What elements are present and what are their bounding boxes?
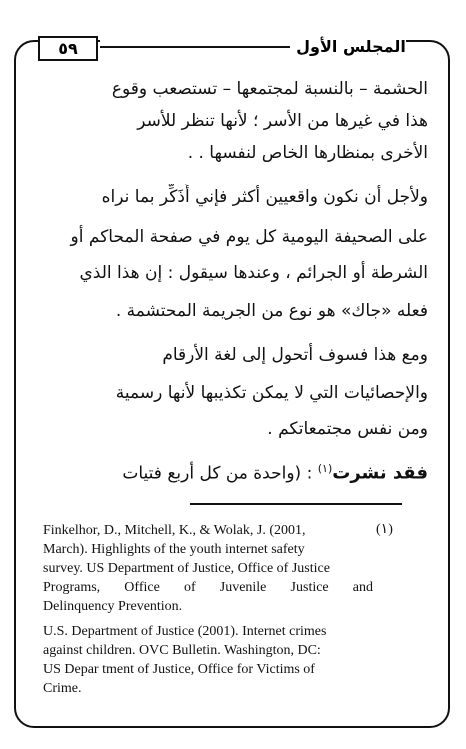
footnote-2-line-3: US Depar tment of Justice, Office for Victims of — [43, 662, 315, 677]
body-line-1: الحشمة – بالنسبة لمجتمعها – تستصعب وقوع — [111, 79, 428, 99]
body-line-11-rest: : (واحدة من كل أربع فتيات — [122, 463, 313, 484]
footnote-2-line-2: against children. OVC Bulletin. Washington, DC: — [43, 643, 321, 658]
body-line-5: على الصحيفة اليومية كل يوم في صفحة المحاكم أو — [70, 227, 428, 247]
footnote-1-line-5: Delinquency Prevention. — [43, 599, 183, 614]
body-line-2: هذا في غيرها من الأسر ؛ لأنها تنظر للأسر — [137, 111, 428, 131]
body-line-10: ومن نفس مجتمعاتكم . — [267, 419, 428, 439]
header-rule — [100, 46, 290, 48]
page-number: ٥٩ — [38, 36, 98, 61]
footnote-entry-2 — [43, 622, 373, 698]
body-line-3: الأخرى بمنظارها الخاص لنفسها . . — [187, 143, 428, 163]
footnote-entry-1 — [43, 521, 373, 616]
bold-lead-text: فقد نشرت — [332, 462, 428, 484]
footnote-1-line-2: March). Highlights of the youth internet safety — [43, 542, 305, 557]
chapter-title: المجلس الأول — [296, 34, 406, 60]
footnote-1-line-4: Programs, Office of Juvenile Justice and — [43, 580, 373, 595]
body-line-4: ولأجل أن نكون واقعيين أكثر فإني أُذَكِّر بما نراه — [101, 187, 428, 207]
footnote-1-line-1: Finkelhor, D., Mitchell, K., & Wolak, J. (2001, — [43, 523, 306, 538]
body-line-11 — [28, 456, 428, 487]
body-line-9: والإحصائيات التي لا يمكن تكذيبها لأنها رسمية — [115, 383, 428, 403]
footnote-1-line-3: survey. US Department of Justice, Office of Justice — [43, 561, 330, 576]
body-line-6: الشرطة أو الجرائم ، وعندها سيقول : إن هذا الذي — [79, 263, 428, 283]
footnote-2-line-1: U.S. Department of Justice (2001). Internet crimes — [43, 624, 327, 639]
body-line-7: فعله «جاك» هو نوع من الجريمة المحتشمة . — [115, 301, 428, 321]
body-line-8: ومع هذا فسوف أتحول إلى لغة الأرقام — [162, 345, 428, 365]
footnote-marker[interactable]: (١) — [317, 462, 333, 475]
footnote-2-line-4: Crime. — [43, 681, 82, 696]
footnote-separator — [190, 503, 402, 505]
footnote-number: (١) — [376, 522, 393, 537]
